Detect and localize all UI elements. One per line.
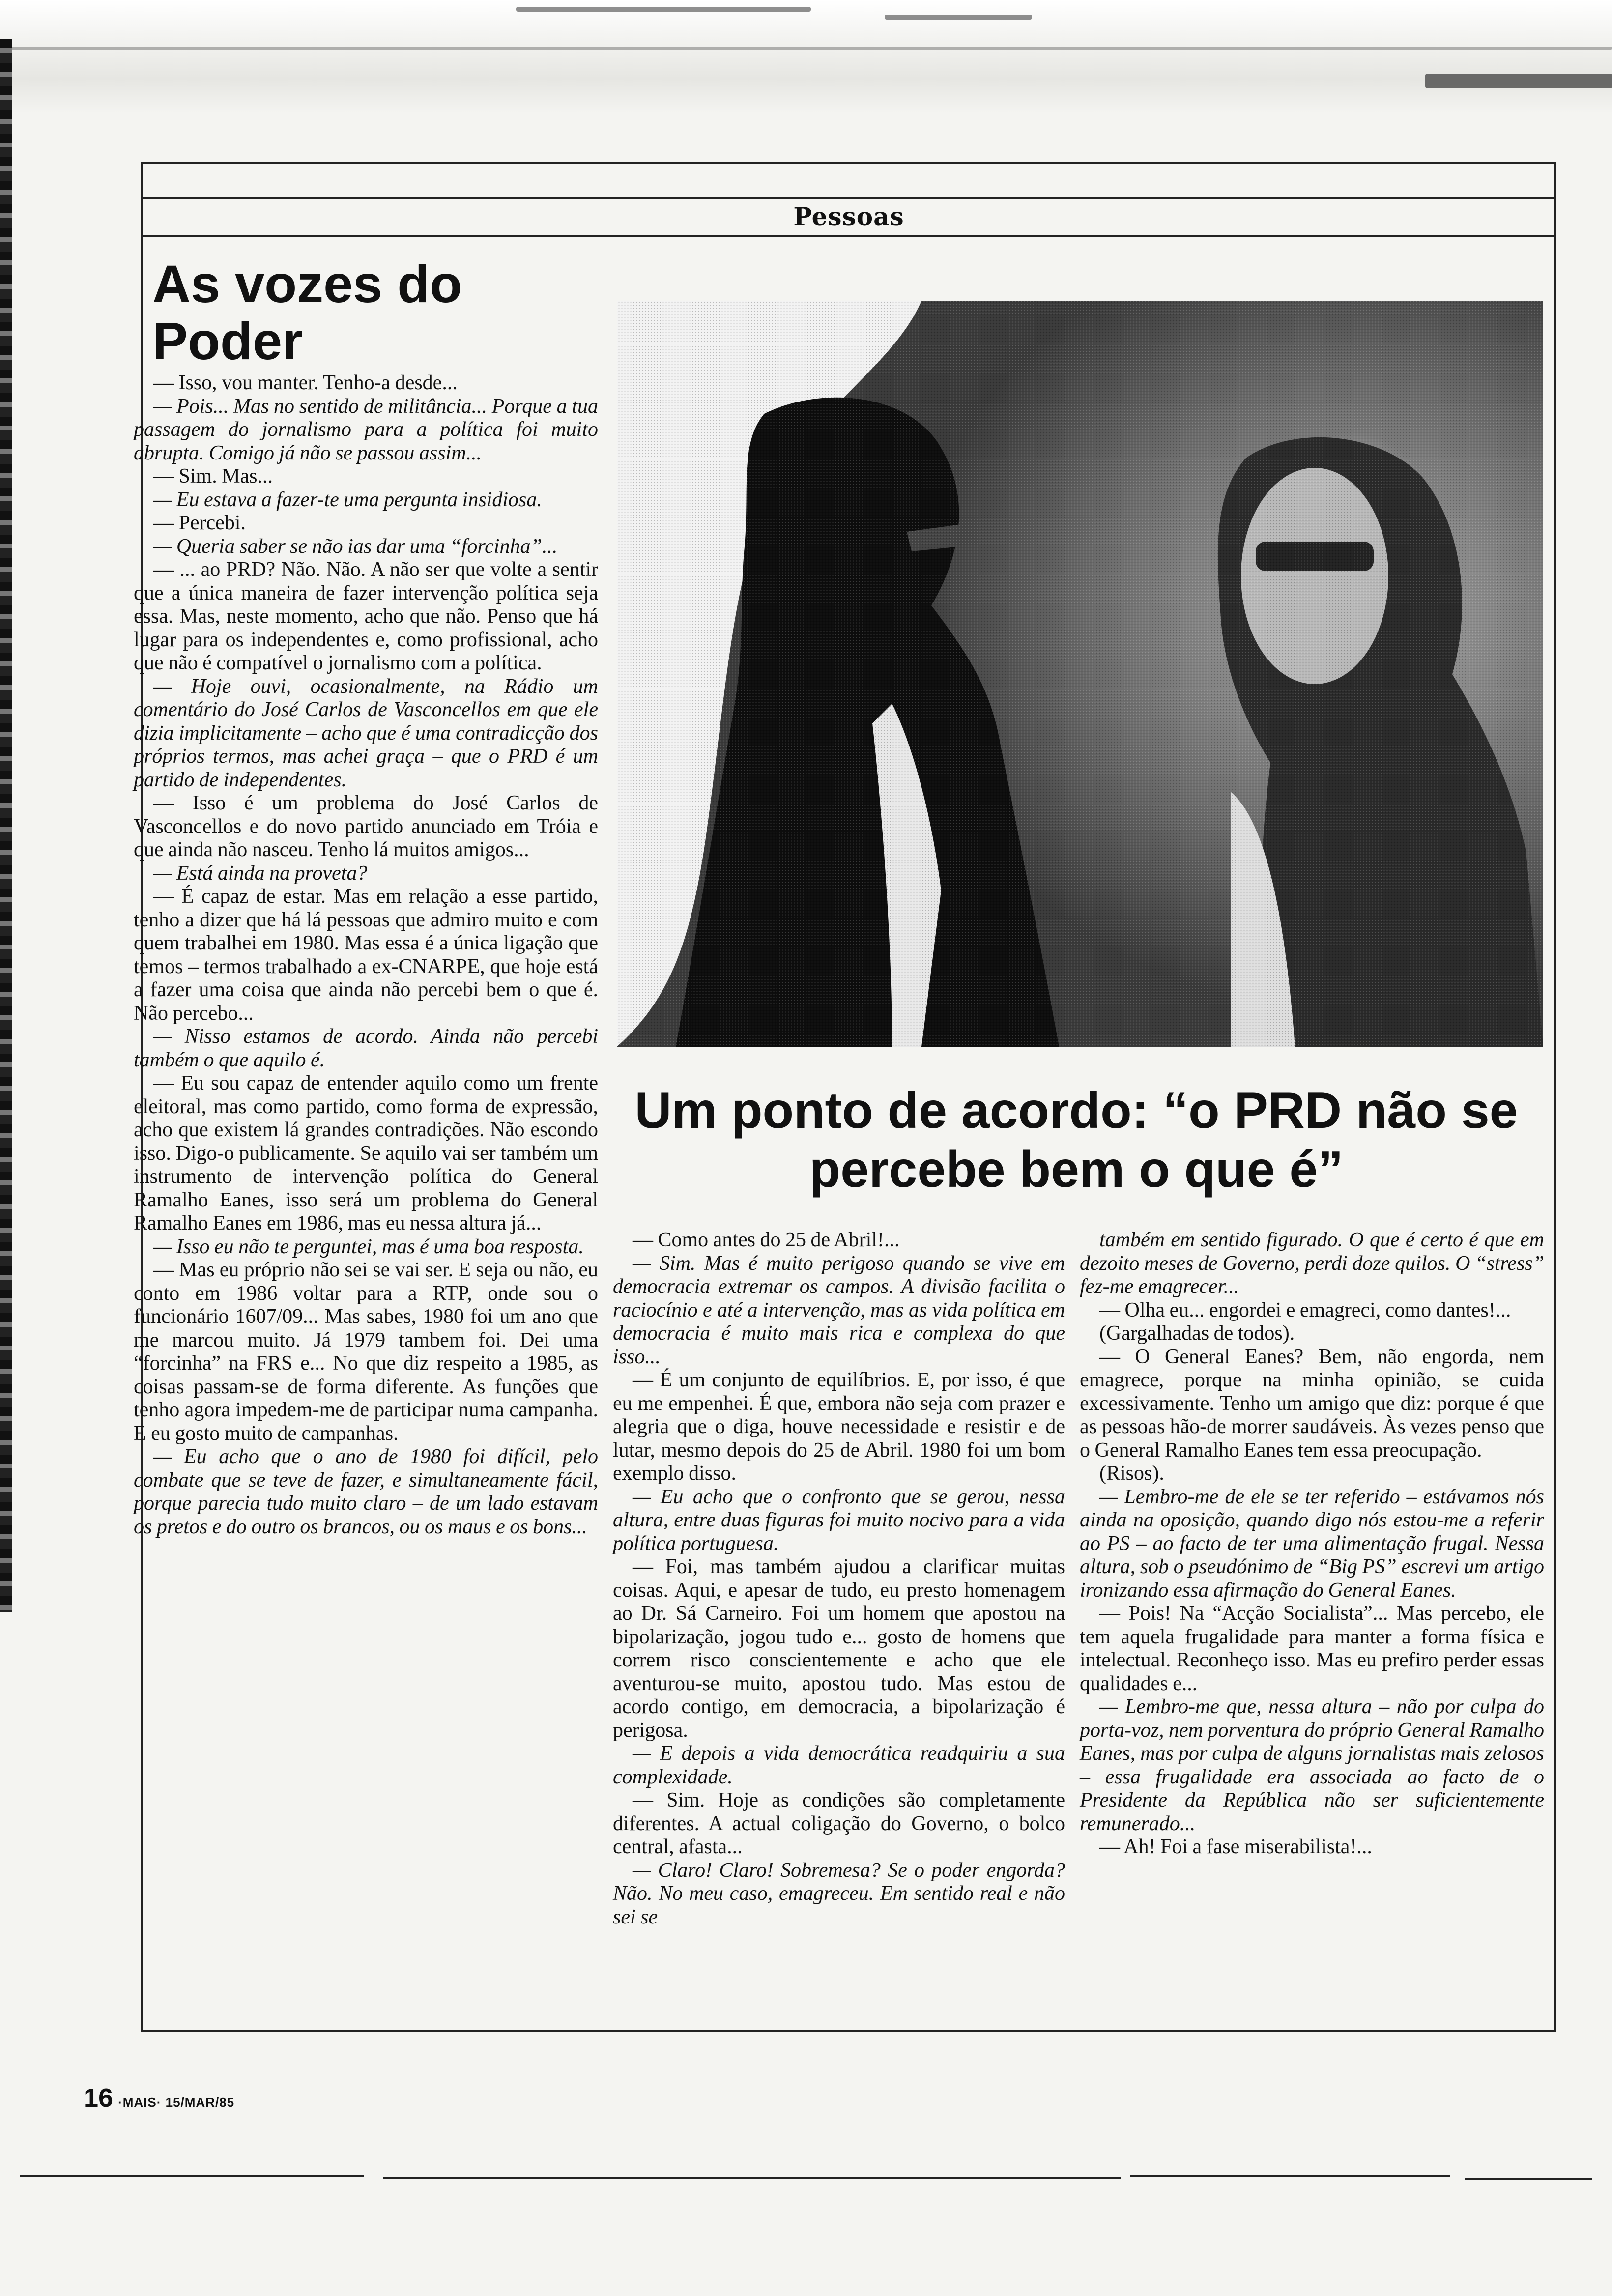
answer-paragraph: — Foi, mas também ajudou a clarificar muitas coisas. Aqui, e apesar de tudo, eu presto homenagem ao Dr. Sá Carneiro. Foi um homem que apostou na bipolarização, jogou tudo e... gosto de homens que correm risco conscientemente e acho que ele aventurou-se muito, apostou tudo. Mas estou de acordo contigo, em democracia, a bipolarização é perigosa. (613, 1555, 1065, 1742)
section-header (141, 197, 1556, 237)
photo-figures (617, 301, 1543, 1047)
scan-bottom-rules (0, 2175, 1612, 2204)
answer-paragraph: — Sim. Mas... (153, 465, 273, 488)
article-column-1 (134, 372, 598, 1539)
answer-paragraph: (Risos). (1099, 1462, 1164, 1485)
headline-left: As vozes do Poder (152, 254, 462, 371)
answer-paragraph: — É capaz de estar. Mas em relação a esse partido, tenho a dizer que há lá pessoas que admiro muito e com quem trabalhei em 1980. Mas essa é a única ligação que temos – termos trabalhado a ex-CNARPE, que hoje está a fazer uma coisa que ainda não percebi bem o que é. Não percebo... (134, 885, 598, 1025)
photo-two-men (617, 301, 1543, 1047)
interviewer-paragraph: — Hoje ouvi, ocasionalmente, na Rádio um comentário do José Carlos de Vasconcellos em que ele dizia implicitamente – acho que é uma contradicção dos próprios termos, mas achei graça – que o PRD é um partido de independentes. (134, 675, 598, 791)
answer-paragraph: — Sim. Hoje as condições são completamente diferentes. A actual coligação do Governo, o bolco central, afasta... (613, 1789, 1065, 1858)
article-column-2 (613, 1229, 1065, 1929)
interviewer-paragraph: — Pois... Mas no sentido de militância... Porque a tua passagem do jornalismo para a política foi muito abrupta. Comigo já não se passou assim... (134, 395, 598, 464)
answer-paragraph: — Eu sou capaz de entender aquilo como um frente eleitoral, mas como partido, como forma de expressão, acho que existem lá grandes contradições. Não escondo isso. Digo-o publicamente. Se aquilo vai ser também um instrumento de intervenção política do General Ramalho Eanes, isso será um problema do General Ramalho Eanes em 1986, mas eu nessa altura já... (134, 1072, 598, 1234)
interviewer-paragraph: — Claro! Claro! Sobremesa? Se o poder engorda? Não. No meu caso, emagreceu. Em sentido real e não sei se (613, 1859, 1065, 1928)
publication-date: ·MAIS· 15/MAR/85 (118, 2095, 235, 2110)
interviewer-paragraph: também em sentido figurado. O que é certo é que em dezoito meses de Governo, perdi doze quilos. O “stress” fez-me emagrecer... (1080, 1229, 1544, 1298)
answer-paragraph: — O General Eanes? Bem, não engorda, nem emagrece, porque na minha opinião, se cuida excessivamente. Tenho um amigo que diz: porque é que as pessoas hão-de morrer saudáveis. Às vezes penso que o General Ramalho Eanes tem essa preocupação. (1080, 1345, 1544, 1462)
answer-paragraph: — É um conjunto de equilíbrios. E, por isso, é que eu me empenhei. É que, embora não seja com prazer e alegria que o diga, houve necessidade e resistir e de lutar, mesmo depois do 25 de Abril. 1980 foi um bom exemplo disso. (613, 1369, 1065, 1485)
interviewer-paragraph: — Queria saber se não ias dar uma “forcinha”... (153, 535, 558, 558)
headline-photo: Um ponto de acordo: “o PRD não se percebe bem o que é” (634, 1082, 1518, 1198)
interviewer-paragraph: — Eu acho que o confronto que se gerou, nessa altura, entre duas figuras foi muito nocivo para a vida política portuguesa. (613, 1485, 1065, 1555)
interviewer-paragraph: — E depois a vida democrática readquiriu a sua complexidade. (613, 1742, 1065, 1788)
answer-paragraph: — Pois! Na “Acção Socialista”... Mas percebo, ele tem aquela frugalidade para manter a forma física e intelectual. Reconheço isso. Mas eu prefiro perder essas qualidades e... (1080, 1602, 1544, 1695)
scan-top-margin (0, 0, 1612, 113)
interviewer-paragraph: — Lembro-me que, nessa altura – não por culpa do porta-voz, nem porventura do próprio General Ramalho Eanes, mas por culpa de alguns jornalistas mais zelosos – essa frugalidade era associada ao facto de o Presidente da República não ser suficientemente remunerado... (1080, 1695, 1544, 1835)
answer-paragraph: — Como antes do 25 de Abril!... (633, 1229, 900, 1251)
interviewer-paragraph: — Nisso estamos de acordo. Ainda não percebi também o que aquilo é. (134, 1025, 598, 1071)
interviewer-paragraph: — Eu acho que o ano de 1980 foi difícil, pelo combate que se teve de fazer, e simultaneamente fácil, porque parecia tudo muito claro – de um lado estavam os pretos e do outro os brancos, ou os maus e os bons... (134, 1445, 598, 1538)
interviewer-paragraph: — Sim. Mas é muito perigoso quando se vive em democracia extremar os campos. A divisão facilita o raciocínio e até a intervenção, mas as vida política em democracia é muito mais rica e complexa do que isso... (613, 1252, 1065, 1368)
answer-paragraph: — Isso, vou manter. Tenho-a desde... (153, 372, 458, 394)
section-label: Pessoas (793, 202, 904, 231)
article-column-3 (1080, 1229, 1544, 1859)
scan-binding-edge (0, 39, 12, 1612)
interviewer-paragraph: — Eu estava a fazer-te uma pergunta insidiosa. (153, 488, 542, 511)
answer-paragraph: — Percebi. (153, 512, 246, 534)
interviewer-paragraph: — Isso eu não te perguntei, mas é uma boa resposta. (153, 1235, 584, 1258)
page-folio (84, 2083, 234, 2113)
page-number: 16 (84, 2083, 114, 2113)
answer-paragraph: — Isso é um problema do José Carlos de Vasconcellos e do novo partido anunciado em Tróia e que ainda não nasceu. Tenho lá muitos amigos... (134, 792, 598, 861)
answer-paragraph: — Olha eu... engordei e emagreci, como dantes!... (1099, 1298, 1511, 1321)
answer-paragraph: (Gargalhadas de todos). (1099, 1322, 1295, 1345)
interviewer-paragraph: — Lembro-me de ele se ter referido – estávamos nós ainda na oposição, quando digo nós estou-me a referir ao PS – ao facto de ter uma alimentação frugal. Nessa altura, sob o pseudónimo de “Big PS” escrevi um artigo ironizando essa afirmação do General Eanes. (1080, 1485, 1544, 1602)
answer-paragraph: — Mas eu próprio não sei se vai ser. E seja ou não, eu conto em 1986 voltar para a RTP, onde sou o funcionário 1607/09... Mas sabes, 1980 foi um ano que me marcou muito. Já 1979 tambem foi. Dei uma “forcinha” na FRS e... No que diz respeito a 1985, as coisas passam-se de forma diferente. As funções que tenho agora impedem-me de participar numa campanha. E eu gosto muito de campanhas. (134, 1259, 598, 1445)
answer-paragraph: — ... ao PRD? Não. Não. A não ser que volte a sentir que a única maneira de fazer intervenção política seja essa. Mas, neste momento, acho que não. Penso que há lugar para os independentes e, como profissional, acho que não é compatível o jornalismo com a política. (134, 558, 598, 674)
answer-paragraph: — Ah! Foi a fase miserabilista!... (1099, 1836, 1372, 1858)
interviewer-paragraph: — Está ainda na proveta? (153, 861, 368, 885)
